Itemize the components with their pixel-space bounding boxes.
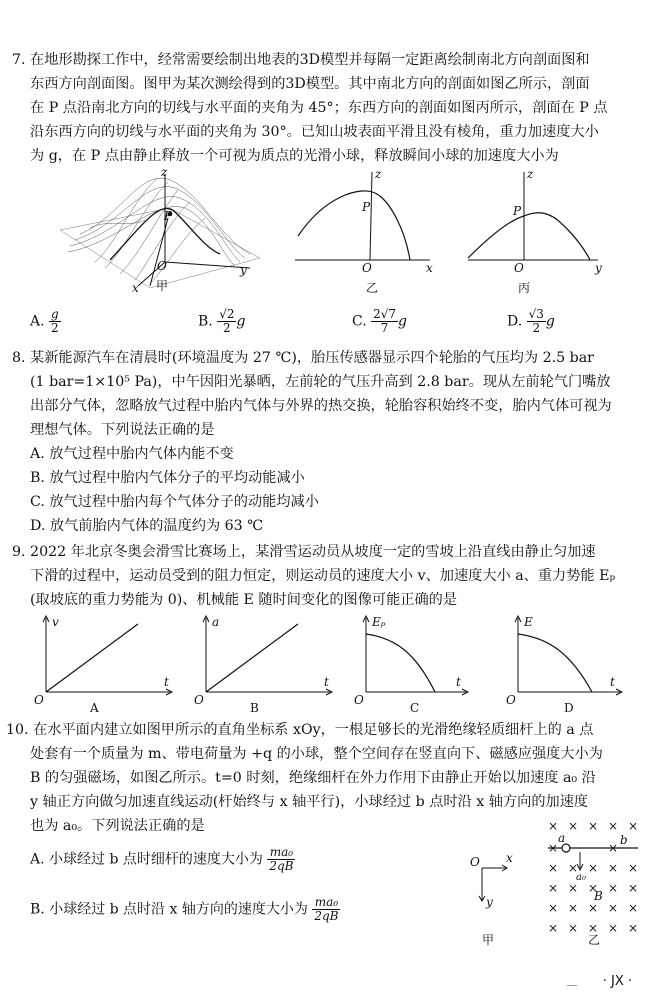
q7-line-3: 在 P 点沿南北方向的切线与水平面的夹角为 45°；东西方向的剖面如图丙所示，剖面在 P 点 [30, 100, 608, 116]
fig-q10-jia-o: O [470, 855, 480, 869]
q8-line-2: (1 bar=1×10⁵ Pa)，中午因阳光暴晒，左前轮的气压升高到 2.8 bar。现从左前轮气门嘴放 [30, 374, 611, 390]
fig-jia-y-label: y [240, 263, 247, 277]
fig-q10-yi-caption: 乙 [588, 933, 601, 947]
field-cross-mark: × [608, 841, 619, 855]
field-cross-mark: × [608, 881, 619, 895]
fig-jia-z-label: z [161, 168, 168, 179]
fig-bing-o-label: O [514, 261, 524, 275]
field-cross-mark: × [568, 881, 579, 895]
q9-line-1: 9. 2022 年北京冬奥会滑雪比赛场上，某滑雪运动员从坡度一定的雪坡上沿直线由静止匀加速 [12, 544, 596, 560]
graph-d-origin: O [506, 693, 516, 707]
field-cross-mark: × [588, 921, 599, 935]
field-cross-mark: × [628, 861, 639, 875]
q10-line-4: y 轴正方向做匀加速直线运动(杆始终与 x 轴平行)，小球经过 b 点时沿 x 轴方向的加速度 [30, 794, 589, 810]
q10-option-b[interactable]: B. 小球经过 b 点时沿 x 轴方向的速度大小为 $\frac{\text{ma₀}}{2qB}$ [30, 895, 339, 923]
q8-line-4: 理想气体。下列说法正确的是 [30, 422, 215, 438]
graph-b-ylabel: a [212, 615, 220, 629]
q8-line-1: 8. 某新能源汽车在清晨时(环境温度为 27 ℃)，胎压传感器显示四个轮胎的气压均为 2.5 bar [12, 350, 594, 366]
figure-bing-profile [468, 172, 598, 260]
q10-a-num: ma₀ [267, 846, 295, 860]
field-cross-mark: × [608, 921, 619, 935]
graph-d-ylabel: E [524, 615, 533, 629]
q7-line-1: 7. 在地形勘探工作中，经常需要绘制出地表的3D模型并每隔一定距离绘制南北方向剖面图和 [12, 52, 590, 68]
fig-q10-jia-y: y [486, 895, 493, 909]
fig-jia-p-label: P [164, 209, 173, 223]
fig-q10-B-label: B [594, 889, 603, 903]
figure-3d-axes [110, 174, 250, 286]
q7-b-num: √2 [219, 307, 235, 321]
graph-a-origin: O [34, 693, 44, 707]
field-cross-mark: × [588, 901, 599, 915]
graph-b-origin: O [194, 693, 204, 707]
field-cross-mark: × [568, 901, 579, 915]
q7-option-a[interactable]: A. $\frac{g}{2}$ [30, 307, 59, 335]
q7-line-2: 东西方向剖面图。图甲为某次测绘得到的3D模型。其中南北方向的剖面如图乙所示，剖面 [30, 76, 590, 92]
q7-a-num: g [51, 307, 59, 321]
fig-q10-jia-caption: 甲 [482, 933, 495, 947]
q7-option-b[interactable]: B. $\frac{√2}{2}$ g [198, 307, 246, 335]
q8-line-3: 出部分气体，忽略放气过程中胎内气体与外界的热交换，轮胎容积始终不变，胎内气体可视为 [30, 398, 612, 414]
field-cross-mark: × [548, 901, 559, 915]
q8-option-c[interactable]: C. 放气过程中胎内每个气体分子的动能均减小 [30, 494, 319, 510]
field-cross-mark: × [608, 819, 619, 833]
field-cross-mark: × [548, 881, 559, 895]
q7-option-c[interactable]: C. $\frac{2√7}{7}$ g [352, 307, 408, 335]
fig-q10-a0-label: a₀ [576, 872, 586, 883]
q9-graphs [30, 612, 630, 722]
graph-b-key[interactable]: B [250, 701, 259, 715]
graph-c [354, 615, 468, 715]
q10-line-5: 也为 a₀。下列说法正确的是 [30, 818, 205, 834]
graph-c-origin: O [354, 693, 364, 707]
field-cross-mark: × [568, 861, 579, 875]
q10-b-num: ma₀ [312, 896, 340, 910]
graph-c-xlabel: t [456, 675, 461, 689]
fig-bing-caption: 丙 [518, 281, 531, 295]
graph-d-key[interactable]: D [564, 701, 574, 715]
graph-a [34, 615, 172, 715]
figure-yi-profile [295, 172, 430, 260]
graph-a-curve [46, 624, 138, 692]
field-cross-mark: × [588, 819, 599, 833]
field-cross-mark: × [588, 881, 599, 895]
q7-line-5: 为 g，在 P 点由静止释放一个可视为质点的光滑小球，释放瞬间小球的加速度大小为 [30, 148, 559, 164]
q7-line-4: 沿东西方向的切线与水平面的夹角为 30°。已知山坡表面平滑且没有棱角，重力加速度大小 [30, 124, 599, 140]
fig-jia-o-label: O [157, 259, 167, 273]
field-cross-mark: × [628, 881, 639, 895]
fig-q10-jia-x: x [506, 851, 513, 865]
fig-yi-x-label: x [426, 261, 433, 275]
field-cross-mark: × [548, 921, 559, 935]
field-cross-mark: × [588, 861, 599, 875]
q9-line-3: (取坡底的重力势能为 0)、机械能 E 随时间变化的图像可能正确的是 [30, 592, 458, 608]
q9-line-2: 下滑的过程中，运动员受到的阻力恒定，则运动员的速度大小 v、加速度大小 a、重力势能 Eₚ [30, 568, 616, 584]
q10-line-2: 处套有一个质量为 m、带电荷量为 +q 的小球，整个空间存在竖直向下、磁感应强度大小为 [30, 746, 603, 762]
graph-a-key[interactable]: A [90, 701, 99, 715]
q8-option-d[interactable]: D. 放气前胎内气体的温度约为 63 ℃ [30, 518, 264, 534]
fig-bing-z-label: z [527, 168, 534, 181]
fig-bing-y-label: y [595, 261, 602, 275]
q10-figures [460, 810, 646, 950]
fig-yi-o-label: O [362, 261, 372, 275]
fig-q10-b-label: b [620, 833, 628, 847]
field-cross-mark: × [628, 901, 639, 915]
graph-c-curve [366, 634, 435, 692]
q7-c-num: 2√7 [373, 307, 397, 321]
q7-a-den: 2 [51, 321, 59, 335]
fig-q10-jia-axes [479, 865, 507, 901]
graph-b-xlabel: t [324, 675, 329, 689]
q8-option-b[interactable]: B. 放气过程中胎内气体分子的平均动能减小 [30, 470, 305, 486]
field-cross-mark: × [628, 921, 639, 935]
q10-line-1: 10. 在水平面内建立如图甲所示的直角坐标系 xOy，一根足够长的光滑绝缘轻质细杆上的 a 点 [6, 722, 594, 738]
graph-d-curve [518, 634, 592, 692]
fig-yi-p-label: P [362, 200, 371, 214]
field-cross-mark: × [568, 921, 579, 935]
graph-d [506, 615, 622, 715]
graph-d-xlabel: t [610, 675, 615, 689]
fig-yi-caption: 乙 [366, 281, 379, 295]
q7-d-num: √3 [528, 307, 544, 321]
field-cross-mark: × [548, 861, 559, 875]
q7-b-den: 2 [223, 321, 231, 335]
field-cross-mark: × [608, 901, 619, 915]
q7-figures [50, 168, 610, 296]
field-cross-mark: × [628, 819, 639, 833]
q7-d-den: 2 [532, 321, 541, 335]
q7-option-d[interactable]: D. $\frac{√3}{2}$ g [507, 307, 555, 335]
fig-jia-caption: 甲 [156, 279, 169, 293]
q10-a-den: 2qB [269, 859, 294, 873]
fig-jia-x-label: x [132, 281, 139, 295]
q10-b-den: 2qB [314, 909, 339, 923]
fig-bing-p-label: P [513, 204, 522, 218]
field-cross-mark: × [568, 819, 579, 833]
q10-line-3: B 的匀强磁场，如图乙所示。t=0 时刻，绝缘细杆在外力作用下由静止开始以加速度 a₀ 沿 [30, 770, 596, 786]
page-footer: · JX · [602, 974, 632, 989]
graph-a-xlabel: t [164, 675, 169, 689]
field-cross-mark: × [548, 841, 559, 855]
field-cross-mark: × [608, 861, 619, 875]
q10-option-a[interactable]: A. 小球经过 b 点时细杆的速度大小为 $\frac{\text{ma₀}}{2qB}$ [30, 845, 294, 873]
q7-c-den: 7 [380, 321, 389, 335]
graph-c-key[interactable]: C [410, 701, 420, 715]
footer-dash [567, 985, 577, 986]
graph-c-ylabel: Eₚ [372, 615, 386, 629]
fig-q10-a-label: a [558, 831, 566, 845]
graph-a-ylabel: v [52, 615, 59, 629]
q8-option-a[interactable]: A. 放气过程中胎内气体内能不变 [30, 446, 234, 462]
graph-b [194, 615, 332, 715]
field-cross-mark: × [548, 819, 559, 833]
graph-b-curve [206, 624, 298, 692]
fig-yi-z-label: z [375, 168, 382, 181]
